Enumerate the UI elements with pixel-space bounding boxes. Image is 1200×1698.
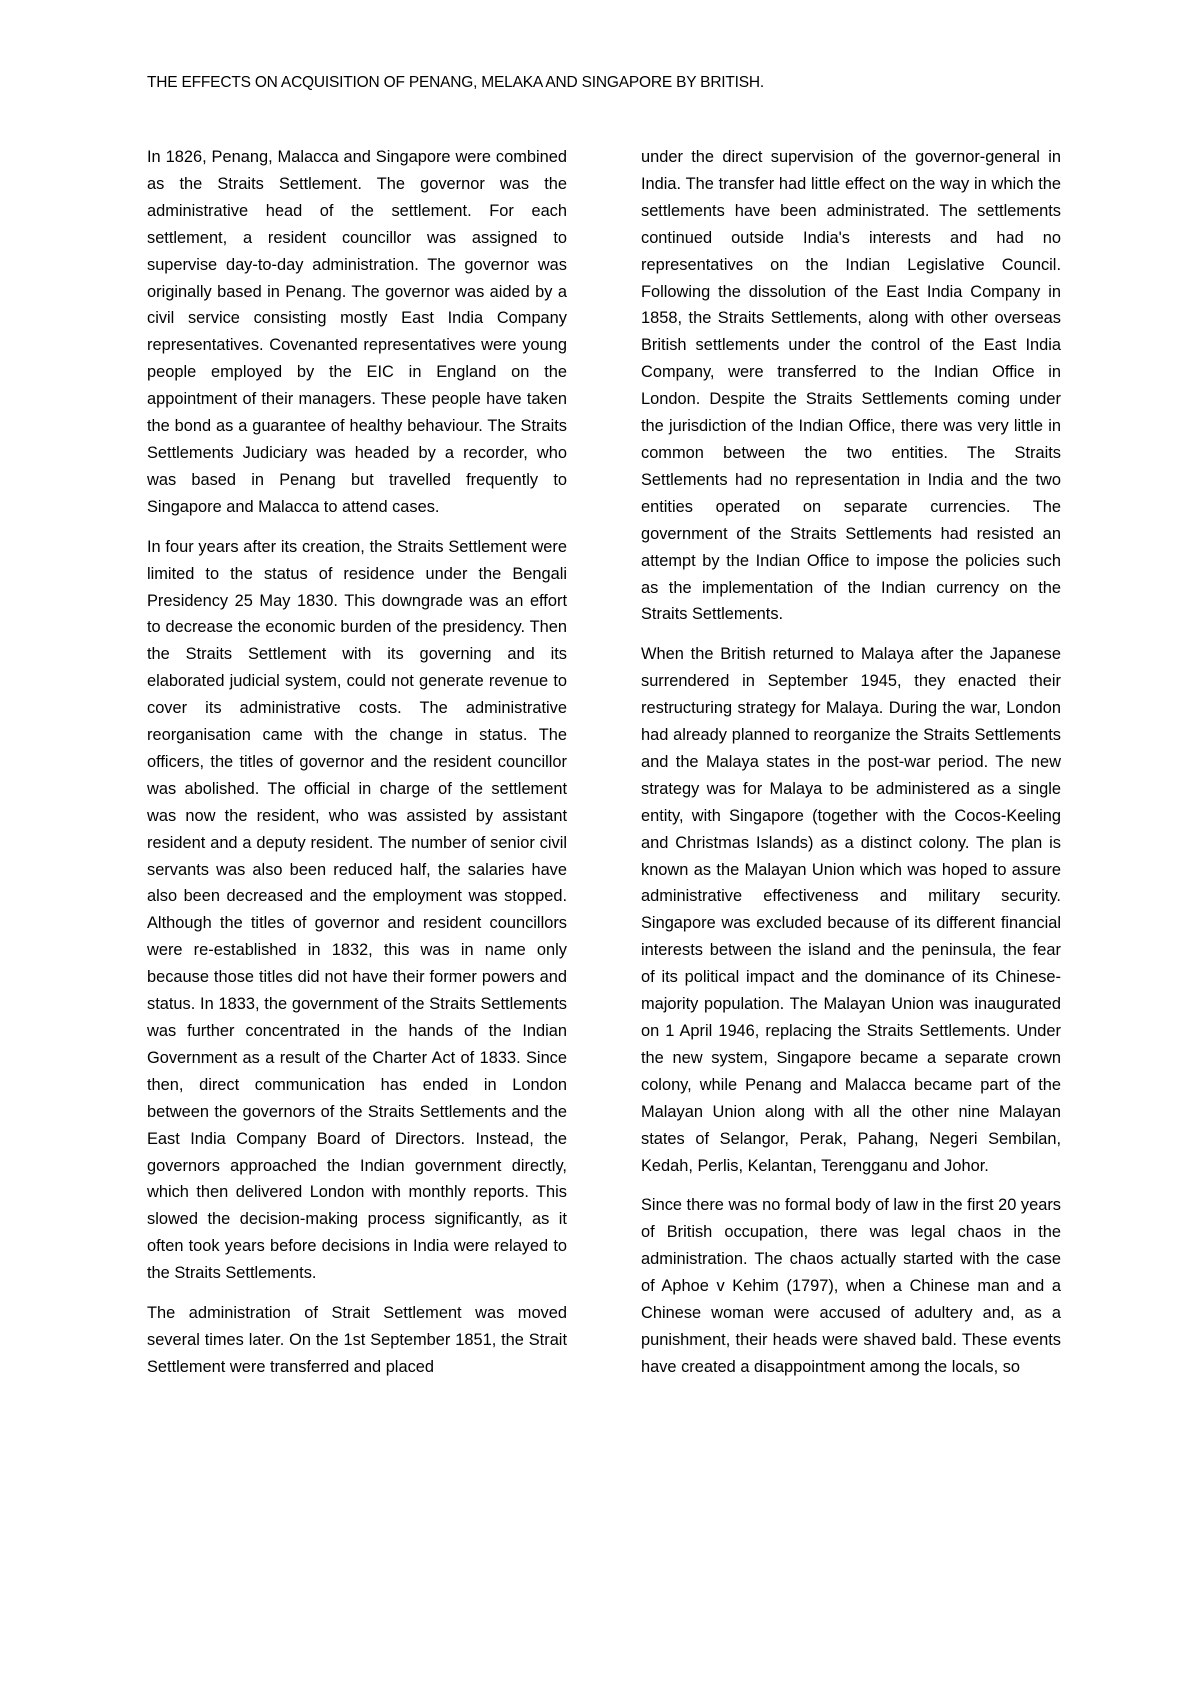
left-column (147, 144, 567, 1394)
page-title: THE EFFECTS ON ACQUISITION OF PENANG, MELAKA AND SINGAPORE BY BRITISH. (147, 74, 765, 91)
paragraph: The administration of Strait Settlement was moved several times later. On the 1st September 1851, the Strait Settlement were transferred and placed (147, 1304, 567, 1376)
paragraph: Since there was no formal body of law in the first 20 years of British occupation, there was legal chaos in the administration. The chaos actually started with the case of Aphoe v Kehim (1797), when a Chinese man and a Chinese woman were accused of adultery and, as a punishment, their heads were shaved bald. These events have created a disappointment among the locals, so (641, 1196, 1061, 1376)
paragraph: In four years after its creation, the Straits Settlement were limited to the status of residence under the Bengali Presidency 25 May 1830. This downgrade was an effort to decrease the economic burden of the presidency. Then the Straits Settlement with its governing and its elaborated judicial system, could not generate revenue to cover its administrative costs. The administrative reorganisation came with the change in status. The officers, the titles of governor and the resident councillor was abolished. The official in charge of the settlement was now the resident, who was assisted by assistant resident and a deputy resident. The number of senior civil servants was also been reduced half, the salaries have also been decreased and the employment was stopped. Although the titles of governor and resident councillors were re-established in 1832, this was in name only because those titles did not have their former powers and status. In 1833, the government of the Straits Settlements was further concentrated in the hands of the Indian Government as a result of the Charter Act of 1833. Since then, direct communication has ended in London between the governors of the Straits Settlements and the East India Company Board of Directors. Instead, the governors approached the Indian government directly, which then delivered London with monthly reports. This slowed the decision-making process significantly, as it often took years before decisions in India were relayed to the Straits Settlements. (147, 537, 567, 1283)
paragraph: When the British returned to Malaya after the Japanese surrendered in September 1945, they enacted their restructuring strategy for Malaya. During the war, London had already planned to reorganize the Straits Settlements and the Malaya states in the post-war period. The new strategy was for Malaya to be administered as a single entity, with Singapore (together with the Cocos-Keeling and Christmas Islands) as a distinct colony. The plan is known as the Malayan Union which was hoped to assure administrative effectiveness and military security. Singapore was excluded because of its different financial interests between the island and the peninsula, the fear of its political impact and the dominance of its Chinese-majority population. The Malayan Union was inaugurated on 1 April 1946, replacing the Straits Settlements. Under the new system, Singapore became a separate crown colony, while Penang and Malacca became part of the Malayan Union along with all the other nine Malayan states of Selangor, Perak, Pahang, Negeri Sembilan, Kedah, Perlis, Kelantan, Terengganu and Johor. (641, 645, 1061, 1175)
paragraph: In 1826, Penang, Malacca and Singapore were combined as the Straits Settlement. The governor was the administrative head of the settlement. For each settlement, a resident councillor was assigned to supervise day-to-day administration. The governor was originally based in Penang. The governor was aided by a civil service consisting mostly East India Company representatives. Covenanted representatives were young people employed by the EIC in England on the appointment of their managers. These people have taken the bond as a guarantee of healthy behaviour. The Straits Settlements Judiciary was headed by a recorder, who was based in Penang but travelled frequently to Singapore and Malacca to attend cases. (147, 148, 567, 516)
right-column (641, 144, 1061, 1394)
paragraph: under the direct supervision of the governor-general in India. The transfer had little effect on the way in which the settlements have been administrated. The settlements continued outside India's interests and had no representatives on the Indian Legislative Council. Following the dissolution of the East India Company in 1858, the Straits Settlements, along with other overseas British settlements under the control of the East India Company, were transferred to the Indian Office in London. Despite the Straits Settlements coming under the jurisdiction of the Indian Office, there was very little in common between the two entities. The Straits Settlements had no representation in India and the two entities operated on separate currencies. The government of the Straits Settlements had resisted an attempt by the Indian Office to impose the policies such as the implementation of the Indian currency on the Straits Settlements. (641, 148, 1061, 624)
